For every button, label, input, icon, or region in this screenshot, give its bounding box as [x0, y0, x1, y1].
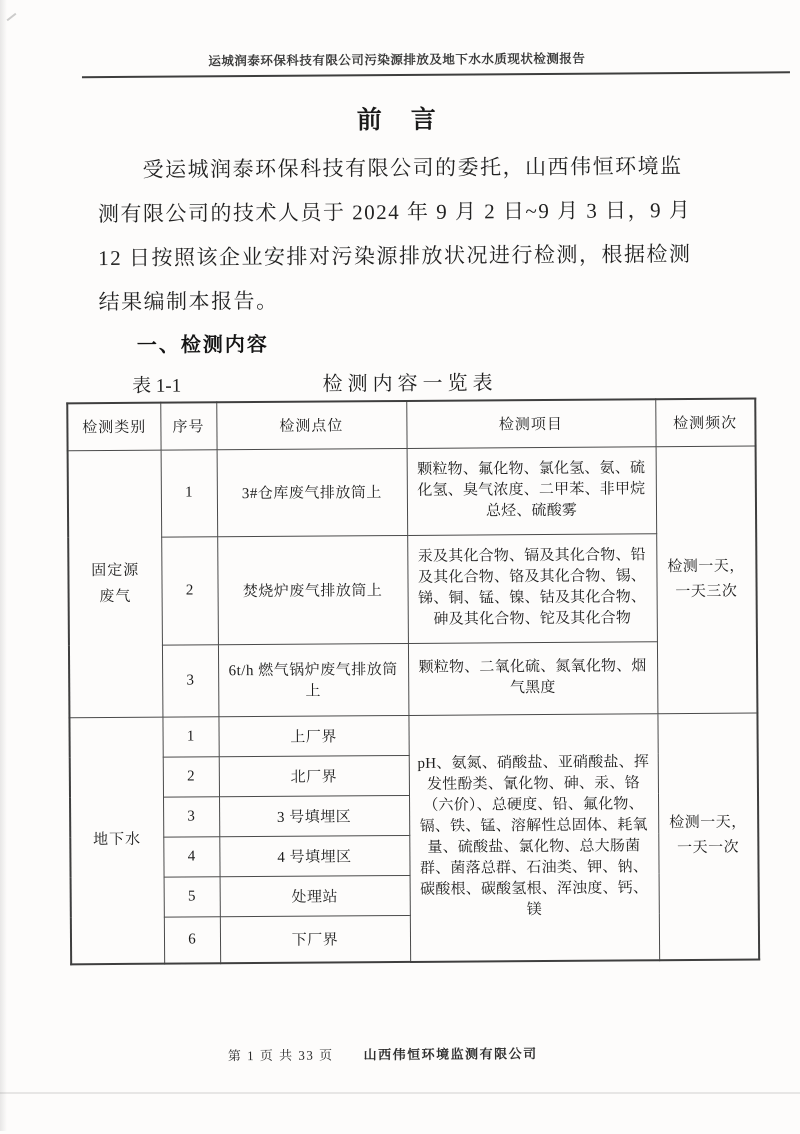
seq-cell: 5	[164, 876, 220, 916]
seq-cell: 2	[163, 756, 219, 796]
document-header-title: 运城润泰环保科技有限公司污染源排放及地下水水质现状检测报告	[208, 51, 586, 69]
page-footer	[4, 1041, 800, 1066]
point-cell: 北厂界	[219, 755, 409, 796]
point-cell: 下厂界	[220, 915, 410, 963]
table-caption-label: 表 1-1	[132, 375, 182, 397]
seq-cell: 1	[161, 449, 218, 536]
col-header-category: 检测类别	[67, 403, 160, 451]
items-cell: 汞及其化合物、镉及其化合物、铅及其化合物、铬及其化合物、锡、锑、铜、锰、镍、钴及其化合物、砷及其化合物、铊及其化合物	[407, 533, 657, 643]
items-cell: 颗粒物、二氧化硫、氮氧化物、烟气黑度	[408, 641, 657, 715]
frequency-cell-groundwater: 检测一天， 一天一次	[657, 713, 759, 961]
point-cell: 3 号填埋区	[219, 795, 409, 836]
point-cell: 上厂界	[218, 715, 408, 756]
table-header-row	[67, 399, 755, 451]
frequency-cell-waste-gas: 检测一天， 一天三次	[656, 446, 758, 714]
category-cell-groundwater: 地下水	[69, 717, 164, 965]
table-caption	[66, 365, 754, 399]
seq-cell: 1	[162, 716, 218, 756]
footer-company-name: 山西伟恒环境监测有限公司	[363, 1046, 538, 1063]
page-title: 前 言	[356, 106, 438, 135]
seq-cell: 3	[163, 796, 219, 836]
intro-paragraph: 受运城润泰环保科技有限公司的委托，山西伟恒环境监 测有限公司的技术人员于 2024 年 9 月 2 日~9 月 3 日，9 月 12 日按照该企业安排对污染源排放状况进行检测，根据检测 结果编制本报告。	[97, 154, 692, 315]
category-cell-waste-gas: 固定源 废气	[68, 450, 163, 718]
table-caption-title: 检测内容一览表	[322, 372, 498, 396]
point-cell: 焚烧炉废气排放筒上	[217, 535, 408, 644]
seq-cell: 6	[164, 916, 220, 963]
col-header-items: 检测项目	[406, 399, 655, 448]
footer-page-number: 第 1 页 共 33 页	[227, 1047, 334, 1064]
seq-cell: 2	[161, 536, 218, 644]
items-cell-groundwater: pH、氨氮、硝酸盐、亚硝酸盐、挥发性酚类、氰化物、砷、汞、铬（六价）、总硬度、铅、氟化物、镉、铁、锰、溶解性总固体、耗氧量、硫酸盐、氯化物、总大肠菌群、菌落总群、石油类、钾、钠、碳酸根、碳酸氢根、浑浊度、钙、镁	[408, 713, 659, 962]
scan-edge-shade	[0, 0, 7, 1131]
seq-cell: 3	[162, 644, 219, 716]
section-heading: 一、检测内容	[136, 333, 269, 357]
col-header-point: 检测点位	[216, 401, 406, 449]
point-cell: 4 号填埋区	[219, 835, 409, 876]
header-rule	[82, 71, 790, 78]
col-header-frequency: 检测频次	[655, 399, 755, 447]
point-cell: 3#仓库废气排放筒上	[217, 448, 408, 536]
table-row	[69, 713, 757, 758]
table-row	[68, 446, 757, 538]
point-cell: 处理站	[220, 875, 410, 916]
detection-content-table	[66, 398, 760, 966]
scan-bottom-line	[0, 1092, 800, 1094]
seq-cell: 4	[163, 836, 219, 876]
table-row	[68, 533, 757, 646]
col-header-seq: 序号	[160, 402, 216, 449]
point-cell: 6t/h 燃气锅炉废气排放筒上	[218, 643, 408, 716]
table-row	[69, 641, 757, 718]
items-cell: 颗粒物、氟化物、氯化氢、氨、硫化氢、臭气浓度、二甲苯、非甲烷总烃、硫酸雾	[407, 446, 657, 535]
